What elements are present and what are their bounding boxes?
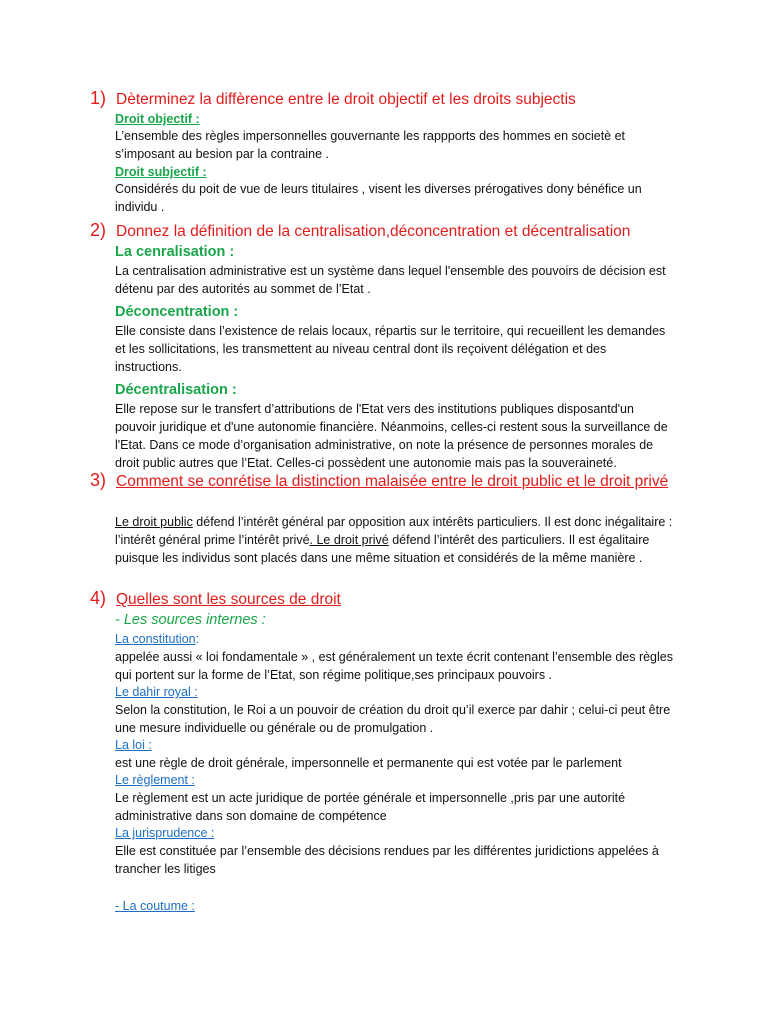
paragraph: La centralisation administrative est un système dans lequel l'ensemble des pouvoirs de décision est détenu par des autorités au sommet de l’Etat . <box>115 264 666 296</box>
question-1 <box>90 87 690 111</box>
paragraph: Elle est constituée par l’ensemble des décisions rendues par les différentes juridictions appelées à trancher les litiges <box>115 844 659 876</box>
heading-droit-objectif: Droit objectif : <box>115 112 200 126</box>
heading-loi: La loi : <box>115 738 152 752</box>
question-number: 1) <box>90 88 107 108</box>
heading-text: La constitution <box>115 632 196 646</box>
term-droit-prive: . Le droit privé <box>309 533 389 547</box>
paragraph: Elle consiste dans l’existence de relais locaux, répartis sur le territoire, qui recueillent les demandes et les sollicitations, les transmettent au niveau central dont ils reçoivent délégation et des instructions. <box>115 324 666 374</box>
heading-jurisprudence: La jurisprudence : <box>115 826 215 840</box>
heading-decentralisation: Décentralisation : <box>115 382 237 398</box>
paragraph: Selon la constitution, le Roi a un pouvoir de création du droit qu’il exerce par dahir ; celui-ci peut être une mesure individuelle ou générale ou de promulgation . <box>115 703 671 735</box>
question-4 <box>90 587 690 611</box>
question-text: Quelles sont les sources de droit <box>116 591 341 608</box>
subheading-sources-internes: - Les sources internes : <box>115 612 266 628</box>
heading-centralisation: La cenralisation : <box>115 244 235 260</box>
answer-1 <box>115 111 675 216</box>
heading-constitution <box>115 631 675 648</box>
paragraph: Le règlement est un acte juridique de portée générale et impersonnelle ,pris par une autorité administrative dans son domaine de compétence <box>115 791 626 823</box>
answer-3 <box>115 513 675 567</box>
paragraph-text: défend l’intérêt des particuliers. Il est égalitaire puisque les individus sont placés dans une même situation et considérés de la même manière . <box>115 533 650 565</box>
heading-coutume: - La coutume : <box>115 899 195 913</box>
question-3 <box>90 469 690 493</box>
question-2 <box>90 219 700 243</box>
question-text: Dèterminez la diffèrence entre le droit objectif et les droits subjectis <box>116 91 576 108</box>
question-text: Donnez la définition de la centralisation,déconcentration et décentralisation <box>116 223 631 240</box>
paragraph: Considérés du poit de vue de leurs titulaires , visent les diverses prérogatives dony bénéfice un individu . <box>115 182 642 214</box>
heading-reglement: Le règlement : <box>115 773 195 787</box>
question-text: Comment se conrétise la distinction malaisée entre le droit public et le droit privé <box>116 473 669 490</box>
term-droit-public: Le droit public <box>115 515 193 529</box>
heading-droit-subjectif: Droit subjectif : <box>115 165 207 179</box>
paragraph: L’ensemble des règles impersonnelles gouvernante les rappports des hommes en societè et s’imposant au besion par la contraine . <box>115 129 626 161</box>
paragraph-text: défend l’intérêt général par opposition aux intérêts particuliers. Il est donc inégalitaire : l’intérêt général prime l’intérêt privé <box>115 515 673 547</box>
answer-2 <box>115 242 675 472</box>
paragraph <box>115 513 675 567</box>
answer-4 <box>115 610 675 915</box>
paragraph: Elle repose sur le transfert d’attributions de l'Etat vers des institutions publiques disposantd'un pouvoir juridique et d'une autonomie financière. Néanmoins, celles-ci restent sous la surveillance de l'Etat. Dans ce mode d’organisation administrative, on note la présence de personnes morales de droit public autres que l’Etat. Celles-ci possèdent une autonomie mais pas la souveraineté. <box>115 402 668 470</box>
question-number: 3) <box>90 470 107 490</box>
heading-colon: : <box>195 632 200 646</box>
heading-deconcentration: Déconcentration : <box>115 304 239 320</box>
paragraph: appelée aussi « loi fondamentale » , est généralement un texte écrit contenant l’ensemble des règles qui portent sur la forme de l’Etat, son régime politique,ses principaux pouvoirs . <box>115 650 673 682</box>
paragraph: est une règle de droit générale, impersonnelle et permanente qui est votée par le parlement <box>115 756 622 770</box>
question-number: 4) <box>90 588 107 608</box>
heading-dahir-royal: Le dahir royal : <box>115 685 198 699</box>
question-number: 2) <box>90 220 107 240</box>
